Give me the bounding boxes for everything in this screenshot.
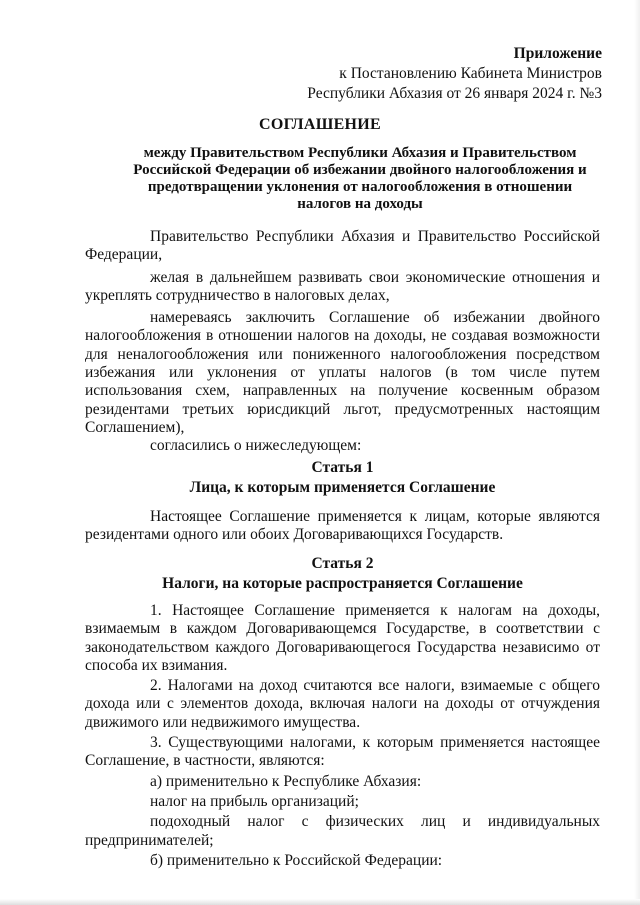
article-1-body bbox=[85, 508, 600, 545]
article-2-paragraph: а) применительно к Республике Абхазия: bbox=[150, 772, 422, 790]
article-2-paragraph: 3. Существующими налогами, к которым применяется настоящее Соглашение, в частности, являются: bbox=[85, 734, 600, 770]
article-2-paragraph: налог на прибыль организаций; bbox=[150, 792, 359, 810]
article-1-number: Статья 1 bbox=[311, 459, 374, 476]
article-2-number: Статья 2 bbox=[311, 555, 374, 572]
appendix-line-1: к Постановлению Кабинета Министров bbox=[339, 65, 602, 82]
article-1-title: Лица, к которым применяется Соглашение bbox=[189, 479, 496, 496]
preamble-paragraph: желая в дальнейшем развивать свои экономические отношения и укреплять сотрудничество в налоговых делах, bbox=[85, 268, 600, 304]
article-2-paragraph: 2. Налогами на доход считаются все налоги, взимаемые с общего дохода или с элементов дохода, включая налоги на доходы от отчуждения движимого или недвижимого имущества. bbox=[85, 677, 600, 731]
article-1-heading bbox=[85, 458, 600, 498]
article-2-body bbox=[85, 602, 600, 870]
appendix-line-2: Республики Абхазия от 26 января 2024 г. №3 bbox=[307, 85, 602, 102]
preamble bbox=[85, 228, 600, 456]
appendix-header bbox=[307, 44, 602, 104]
preamble-paragraph: Правительство Республики Абхазия и Правительство Российской Федерации, bbox=[85, 228, 600, 264]
preamble-paragraph: согласились о нижеследующем: bbox=[150, 437, 362, 455]
article-1-paragraph: Настоящее Соглашение применяется к лицам, которые являются резидентами одного или обоих Договаривающихся Государств. bbox=[85, 508, 600, 544]
article-2-paragraph: подоходный налог с физических лиц и индивидуальных предпринимателей; bbox=[85, 813, 600, 849]
appendix-title: Приложение bbox=[513, 45, 602, 62]
article-2-paragraph: б) применительно к Российской Федерации: bbox=[150, 851, 443, 869]
scan-bottom-shadow bbox=[0, 899, 640, 905]
article-2-paragraph: 1. Настоящее Соглашение применяется к налогам на доходы, взимаемым в каждом Договаривающемся Государстве, в соответствии с законодательством каждого Договаривающегося Государства независимо от способа их взимания. bbox=[85, 602, 600, 674]
article-2-title: Налоги, на которые распространяется Соглашение bbox=[162, 575, 523, 592]
scan-edge-shadow bbox=[634, 0, 640, 905]
document-subtitle: между Правительством Республики Абхазия и Правительством Российской Федерации об избежании двойного налогообложения и предотвращении уклонения от налогообложения в отношении налогов на доходы bbox=[133, 145, 587, 212]
preamble-paragraph: намереваясь заключить Соглашение об избежании двойного налогообложения в отношении налогов на доходы, не создавая возможности для неналогообложения или пониженного налогообложения посредством избежания или уклонения от уплаты налогов (в том числе путем использования схем, направленных на получение косвенным образом резидентами третьих юрисдикций льгот, предусмотренных настоящим Соглашением), bbox=[85, 309, 600, 436]
article-2-heading bbox=[85, 554, 600, 594]
document-title: СОГЛАШЕНИЕ bbox=[258, 116, 382, 133]
